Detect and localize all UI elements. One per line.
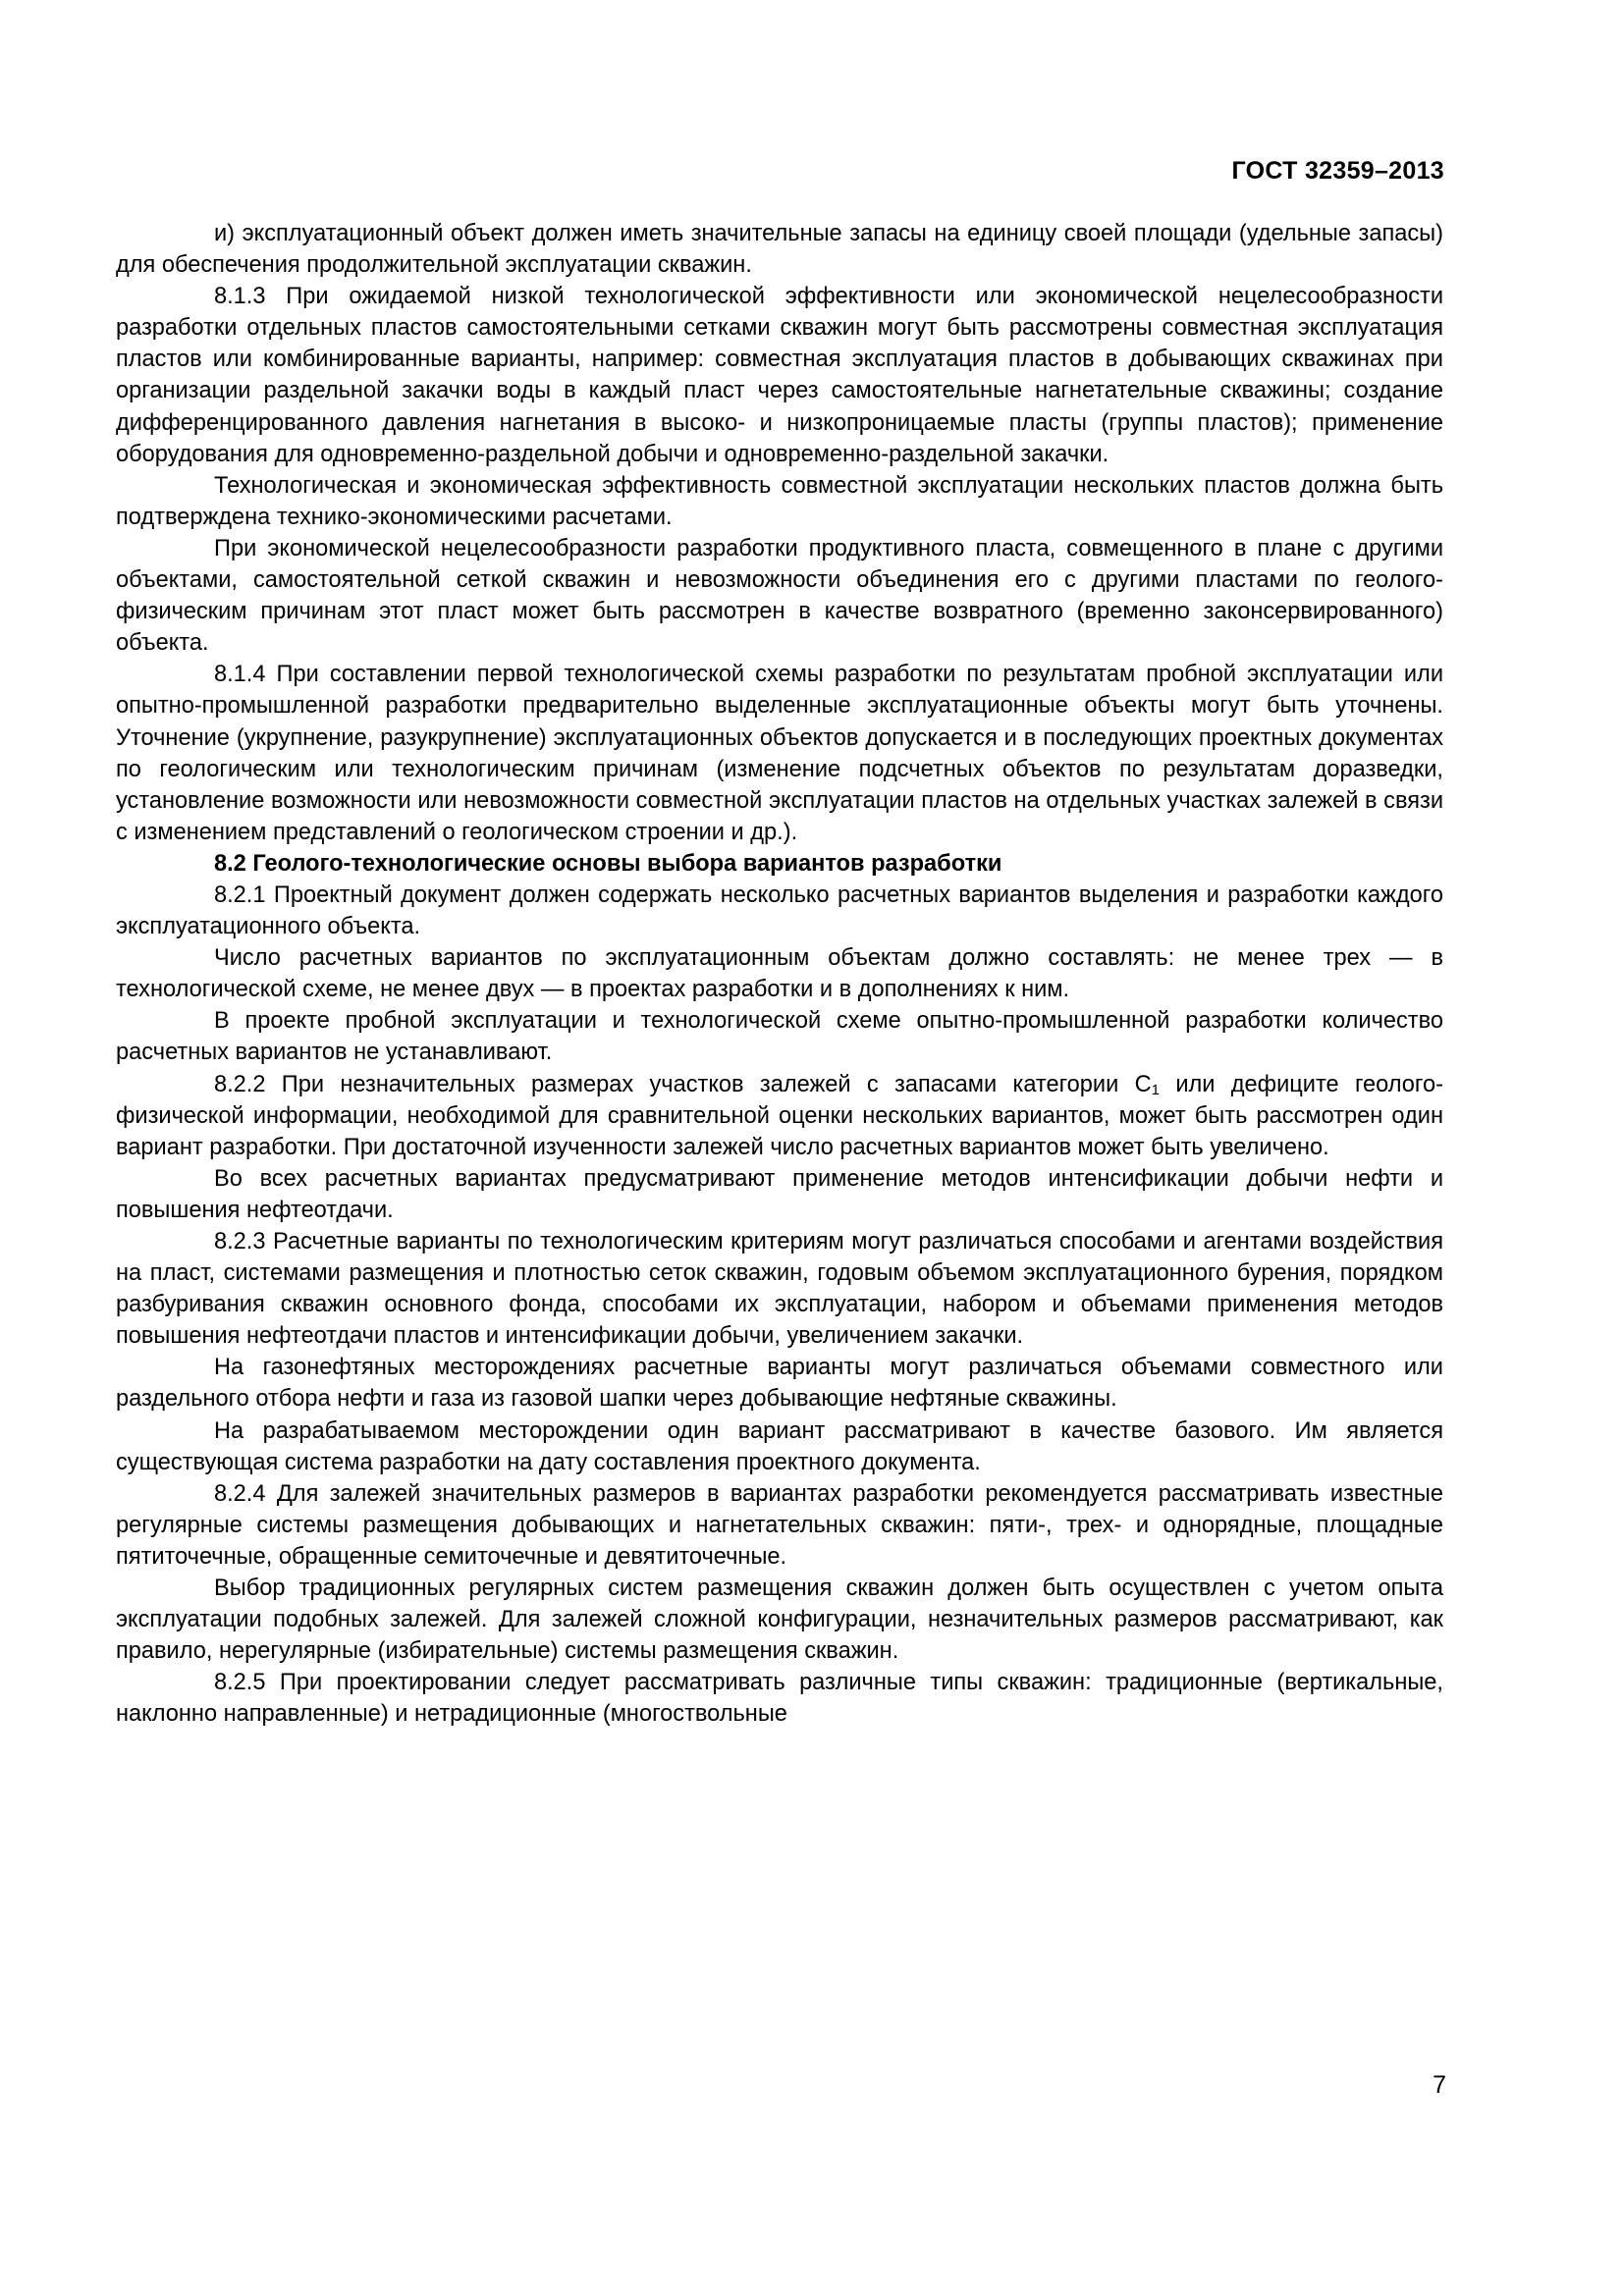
paragraph: 8.2.4 Для залежей значительных размеров в вариантах разработки рекомендуется рассматривать известные регулярные системы размещения добывающих и нагнетательных скважин: пяти-, трех- и однорядные, площадные пятиточечные, обращенные семиточечные и девятиточечные.: [116, 1480, 1443, 1570]
paragraph: 8.1.3 При ожидаемой низкой технологической эффективности или экономической нецелесообразности разработки отдельных пластов самостоятельными сетками скважин могут быть рассмотрены совместная эксплуатация пластов или комбинированные варианты, например: совместная эксплуатация пластов в добывающих скважинах при организации раздельной закачки воды в каждый пласт через самостоятельные нагнетательные скважины; создание дифференцированного давления нагнетания в высоко- и низкопроницаемые пласты (группы пластов); применение оборудования для одновременно-раздельной добычи и одновременно-раздельной закачки.: [116, 284, 1443, 467]
paragraph: На газонефтяных месторождениях расчетные варианты могут различаться объемами совместного или раздельного отбора нефти и газа из газовой шапки через добывающие нефтяные скважины.: [116, 1355, 1443, 1413]
paragraph: Выбор традиционных регулярных систем размещения скважин должен быть осуществлен с учетом опыта эксплуатации подобных залежей. Для залежей сложной конфигурации, незначительных размеров рассматривают, как правило, нерегулярные (избирательные) системы размещения скважин.: [116, 1575, 1443, 1665]
paragraph: 8.1.4 При составлении первой технологической схемы разработки по результатам пробной эксплуатации или опытно-промышленной разработки предварительно выделенные эксплуатационные объекты могут быть уточнены. Уточнение (укрупнение, разукрупнение) эксплуатационных объектов допускается и в последующих проектных документах по геологическим или технологическим причинам (изменение подсчетных объектов по результатам доразведки, установление возможности или невозможности совместной эксплуатации пластов на отдельных участках залежей в связи с изменением представлений о геологическом строении и др.).: [116, 662, 1443, 845]
paragraph: На разрабатываемом месторождении один вариант рассматривают в качестве базового. Им является существующая система разработки на дату составления проектного документа.: [116, 1417, 1443, 1475]
paragraph: [116, 1069, 1443, 1163]
document-body: [116, 218, 1443, 1731]
document-code: ГОСТ 32359–2013: [1231, 157, 1444, 185]
page-number: 7: [1433, 2071, 1446, 2099]
paragraph: 8.2.1 Проектный документ должен содержать несколько расчетных вариантов выделения и разработки каждого эксплуатационного объекта.: [116, 881, 1443, 940]
paragraph: При экономической нецелесообразности разработки продуктивного пласта, совмещенного в плане с другими объектами, самостоятельной сеткой скважин и невозможности объединения его с другими пластами по геолого-физическим причинам этот пласт может быть рассмотрен в качестве возвратного (временно законсервированного) объекта.: [116, 535, 1443, 657]
paragraph: Технологическая и экономическая эффективность совместной эксплуатации нескольких пластов должна быть подтверждена технико-экономическими расчетами.: [116, 472, 1443, 530]
paragraph: и) эксплуатационный объект должен иметь значительные запасы на единицу своей площади (удельные запасы) для обеспечения продолжительной эксплуатации скважин.: [116, 221, 1443, 279]
paragraph-text-part: или дефиците геолого-физической информации, необходимой для сравнительной оценки нескольких вариантов, может быть рассмотрен один вариант разработки. При достаточной изученности залежей число расчетных вариантов может быть увеличено.: [116, 1071, 1443, 1160]
section-heading: 8.2 Геолого-технологические основы выбора вариантов разработки: [214, 850, 1002, 877]
paragraph: 8.2.3 Расчетные варианты по технологическим критериям могут различаться способами и агентами воздействия на пласт, системами размещения и плотностью сеток скважин, годовым объемом эксплуатационного бурения, порядком разбуривания скважин основного фонда, способами их эксплуатации, набором и объемами применения методов повышения нефтеотдачи пластов и интенсификации добычи, увеличением закачки.: [116, 1229, 1443, 1350]
paragraph-text-part: 8.2.2 При незначительных размерах участков залежей с запасами категории C: [214, 1071, 1152, 1097]
paragraph: В проекте пробной эксплуатации и технологической схеме опытно-промышленной разработки количество расчетных вариантов не устанавливают.: [116, 1008, 1443, 1066]
paragraph: 8.2.5 При проектировании следует рассматривать различные типы скважин: традиционные (вертикальные, наклонно направленные) и нетрадиционные (многоствольные: [116, 1670, 1443, 1728]
paragraph: Во всех расчетных вариантах предусматривают применение методов интенсификации добычи нефти и повышения нефтеотдачи.: [116, 1165, 1443, 1223]
paragraph: Число расчетных вариантов по эксплуатационным объектам должно составлять: не менее трех — в технологической схеме, не менее двух — в проектах разработки и в дополнениях к ним.: [116, 945, 1443, 1003]
category-subscript: 1: [1151, 1081, 1160, 1098]
